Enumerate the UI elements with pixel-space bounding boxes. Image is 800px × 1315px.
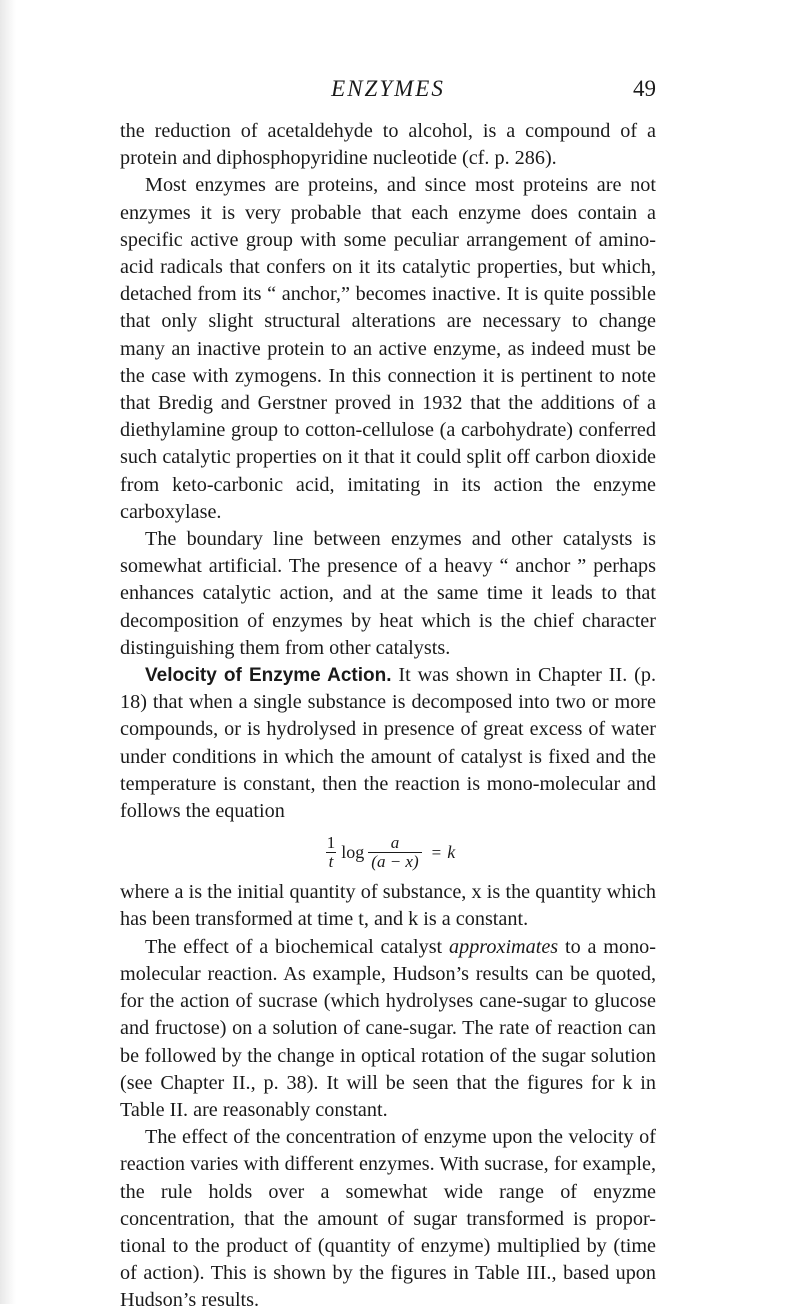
paragraph-5: where a is the initial quantity of substance, x is the quantity which has been transformed at time t, and k is a constant. bbox=[120, 881, 656, 931]
constant-k: k bbox=[447, 841, 456, 862]
body-text bbox=[120, 118, 656, 1315]
log-operator: log bbox=[341, 841, 365, 862]
paragraph-4-text: It was shown in Chapter II. (p. 18) that when a single substance is decomposed into two or more compounds, or is hydrolysed in presence of great excess of water under conditions in which the amount of catalyst is fixed and the temperature is constant, then the reaction is mono-molecular and follows the equation bbox=[120, 664, 656, 823]
frac2-numerator: a bbox=[390, 832, 400, 852]
paragraph-4 bbox=[120, 662, 656, 825]
emphasis-approximates: approximates bbox=[449, 935, 559, 958]
paragraph-1: the reduction of acetaldehyde to alcohol, is a compound of a protein and diphosphopyridine nucleotide (cf. p. 286). bbox=[120, 120, 656, 170]
fraction-a-over-a-minus-x bbox=[368, 834, 421, 871]
paragraph-2: Most enzymes are proteins, and since most proteins are not enzymes it is very probable that each enzyme does contain a specific active group with some peculiar arrangement of amino-acid radicals that confers on it its catalytic properties, but which, detached from its “ anchor,” becomes inactive. It is quite possible that only slight structural alterations are necessary to change many an inactive protein to an active enzyme, as indeed must be the case with zymogens. In this connection it is pertinent to note that Bredig and Gerstner proved in 1932 that the additions of a diethylamine group to cotton-cellulose (a carbohydrate) conferred such catalytic properties on it that it could split off carbon dioxide from keto-carbonic acid, imitating in its action the enzyme carboxylase. bbox=[120, 174, 656, 523]
paragraph-6 bbox=[120, 934, 656, 1124]
frac2-denominator: (a − x) bbox=[368, 852, 421, 871]
equals-sign: = bbox=[431, 842, 442, 862]
running-title: ENZYMES bbox=[331, 76, 445, 101]
page-header bbox=[120, 76, 656, 104]
frac1-numerator: 1 bbox=[326, 832, 336, 852]
frac1-denominator: t bbox=[326, 852, 337, 871]
paragraph-6-text-after: to a mono-molecular reaction. As example, Hudson’s results can be quoted, for the action of sucrase (which hydrolyses cane-sugar to glucose and fructose) on a solution of cane-sugar. The rate of reaction can be followed by the change in optical rotation of the sugar solution (see Chapter II., p. 38). It will be seen that the figures for k in Table II. are reasonably constant. bbox=[120, 935, 656, 1121]
fraction-one-over-t bbox=[325, 834, 338, 871]
section-heading-velocity: Velocity of Enzyme Action. bbox=[145, 665, 392, 687]
paragraph-6-text-before: The effect of a biochemical catalyst bbox=[145, 935, 449, 958]
monomolecular-equation bbox=[120, 825, 656, 879]
paragraph-7: The effect of the concentration of enzyme upon the velocity of reaction varies with different enzymes. With sucrase, for example, the rule holds over a somewhat wide range of enyzme concentration, that the amount of sugar transformed is propor-tional to the product of (quantity of enzyme) multiplied by (time of action). This is shown by the figures in Table III., based upon Hudson’s results. bbox=[120, 1126, 656, 1312]
paragraph-3: The boundary line between enzymes and other catalysts is somewhat artificial. The presence of a heavy “ anchor ” perhaps enhances catalytic action, and at the same time it leads to that decomposition of enzymes by heat which is the chief character distinguishing them from other catalysts. bbox=[120, 528, 656, 659]
page-number: 49 bbox=[633, 76, 656, 101]
scan-edge-shadow bbox=[0, 0, 16, 1304]
